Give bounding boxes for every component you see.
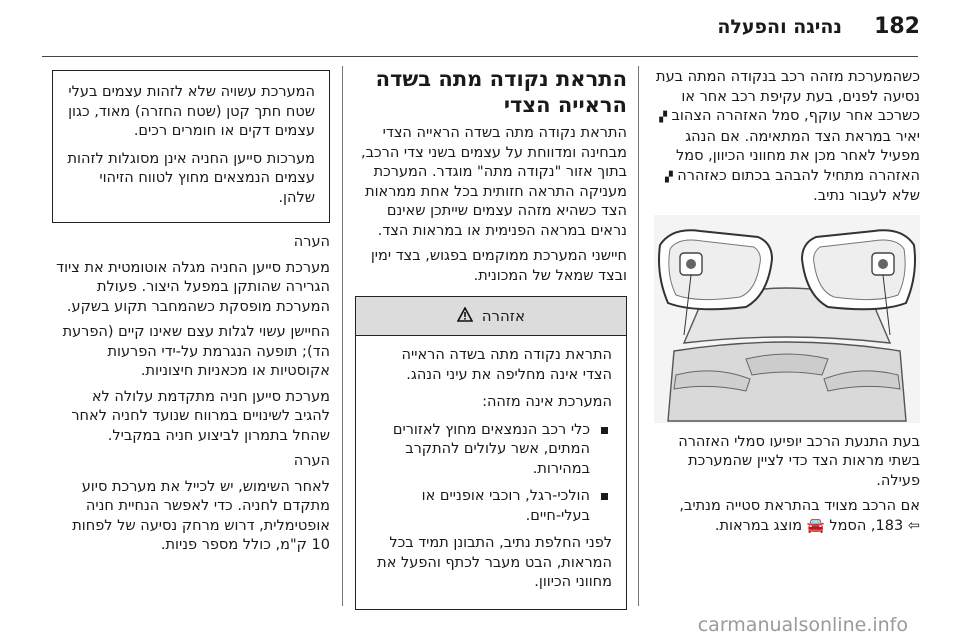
left-column <box>52 70 330 562</box>
intro-line: שלא לעבור נתיב. <box>813 188 920 204</box>
note-label: הערה <box>293 234 330 250</box>
page-header <box>40 14 920 50</box>
note-paragraph: לאחר השימוש, יש לכייל את מערכת סיוע מתקדם לחניה. כדי לאפשר הנחיית חניה אופטימלית, דרוש מרחק נסיעה של לפחות 10 ק"מ, כולל מספר פניות. <box>72 478 330 553</box>
warning-header <box>356 297 626 336</box>
section-heading: התראת נקודה מתה בשדה הראייה הצדי <box>375 67 627 117</box>
watermark: carmanualsonline.info <box>697 614 908 636</box>
intro-line: מפעיל לאחר מכן את מחווני הכיוון, סמל <box>675 148 920 164</box>
car-lane-icon: 🚘 <box>806 517 825 534</box>
middle-column <box>355 66 627 610</box>
warning-triangle-icon <box>457 298 473 336</box>
page-reference: 183 <box>875 517 904 534</box>
mirror-illustration-svg <box>654 215 920 423</box>
column-divider-left <box>342 66 343 606</box>
intro-line: יאיר במראת הצד המתאימה. אם הנהג <box>685 128 920 145</box>
warning-closing: לפני החלפת נתיב, התבונן תמיד בכל המראות, הבט מעבר לכתף והפעל את מחווני הכיוון. <box>377 535 612 590</box>
body-paragraph: חיישני המערכת ממוקמים בפגוש, בצד ימין ובצד שמאל של המכונית. <box>370 248 627 284</box>
intro-line: נסיעה לפנים, בעת עקיפת רכב אחר או <box>681 88 920 105</box>
warning-paragraph: התראת נקודה מתה בשדה הראייה הצדי אינה מחליפה את עיני הנהג. <box>401 347 612 383</box>
warning-title: אזהרה <box>481 307 526 325</box>
running-title: נהיגה והפעלה <box>717 16 842 38</box>
note-paragraph: מערכת סייען החניה מגלה אוטומטית את ציוד הגרירה שהותקן במפעל היצור. פעולת המערכת מופסקת כשהמחבר תקוע בשקע. <box>56 259 330 315</box>
left-side-mirror <box>659 230 772 309</box>
mirror-illustration <box>654 215 920 423</box>
lane-departure-line: ⇦ 183, הסמל 🚘 מוצג במראות. <box>714 517 920 534</box>
blind-spot-symbol-icon: ▞ <box>664 171 673 183</box>
intro-line: כשהמערכת מזהה רכב בנקודה המתה בעת <box>656 69 920 85</box>
note-paragraph: החיישן עשוי לגלות עצם שאינו קיים (הפרעת הד); תופעה הנגרמת על-ידי הפרעות אקוסטיות או מכאניות חיצוניות. <box>62 324 330 379</box>
right-column <box>652 68 920 536</box>
intro-paragraph <box>652 68 920 207</box>
body-paragraph: התראת נקודה מתה בשדה הראייה הצדי מבחינה ומדווחת על עצמים בשני צדי הרכב, בתוך אזור "נקודה מתה" מוגדר. המערכת מעניקה התראה חזותית בכל אחת ממראות הצד כשהיא מזהה עצמים שייתכן שאינם נראים במראה הפנימית או במראות הצד. <box>361 125 627 239</box>
limitations-paragraph: מערכות סייען החניה אינן מסוגלות לזהות עצמים הנמצאים מחוץ לטווח הזיהוי שלהן. <box>67 150 315 206</box>
column-divider-right <box>638 66 639 606</box>
intro-line: כשרכב אחר עוקף, סמל האזהרה הצהוב ▞ <box>659 108 920 124</box>
lane-departure-line: אם הרכב מצויד בהתראת סטייה מנתיב, <box>679 498 920 514</box>
warning-box <box>355 296 627 610</box>
limitations-box <box>52 70 330 223</box>
body-paragraph: בעת התנעת הרכב יופיעו סמלי האזהרה בשתי מראות הצד כדי לציין שהמערכת פעילה. <box>678 433 920 489</box>
right-side-mirror <box>802 230 915 309</box>
blind-spot-symbol-icon: ▞ <box>659 112 667 123</box>
lane-departure-paragraph <box>652 497 920 536</box>
note-label: הערה <box>293 453 330 469</box>
header-rule <box>42 56 918 57</box>
warning-bullet: הולכי-רגל, רוכבי אופניים או בעלי-חיים. <box>370 487 612 526</box>
warning-body <box>356 336 626 609</box>
page-number: 182 <box>874 14 920 39</box>
note-paragraph: מערכת סייען חניה מתקדמת עלולה לא להגיב לשינויים במרווח שנועד לחניה לאחר שהחל בתמרון לביצוע חניה במקביל. <box>71 388 330 444</box>
reference-arrow-icon: ⇦ <box>907 517 920 534</box>
intro-line: האזהרה מתחיל להבהב בכתום כאזהרה ▞ <box>664 167 920 184</box>
warning-bullet: כלי רכב הנמצאים מחוץ לאזורים המתים, אשר עלולים להתקרב במהירות. <box>370 421 612 480</box>
warning-paragraph: המערכת אינה מזהה: <box>482 394 612 410</box>
limitations-paragraph: המערכת עשויה שלא לזהות עצמים בעלי שטח חתך קטן (שטח החזרה) מאוד, כגון עצמים דקים או חומרים רכים. <box>68 84 315 139</box>
